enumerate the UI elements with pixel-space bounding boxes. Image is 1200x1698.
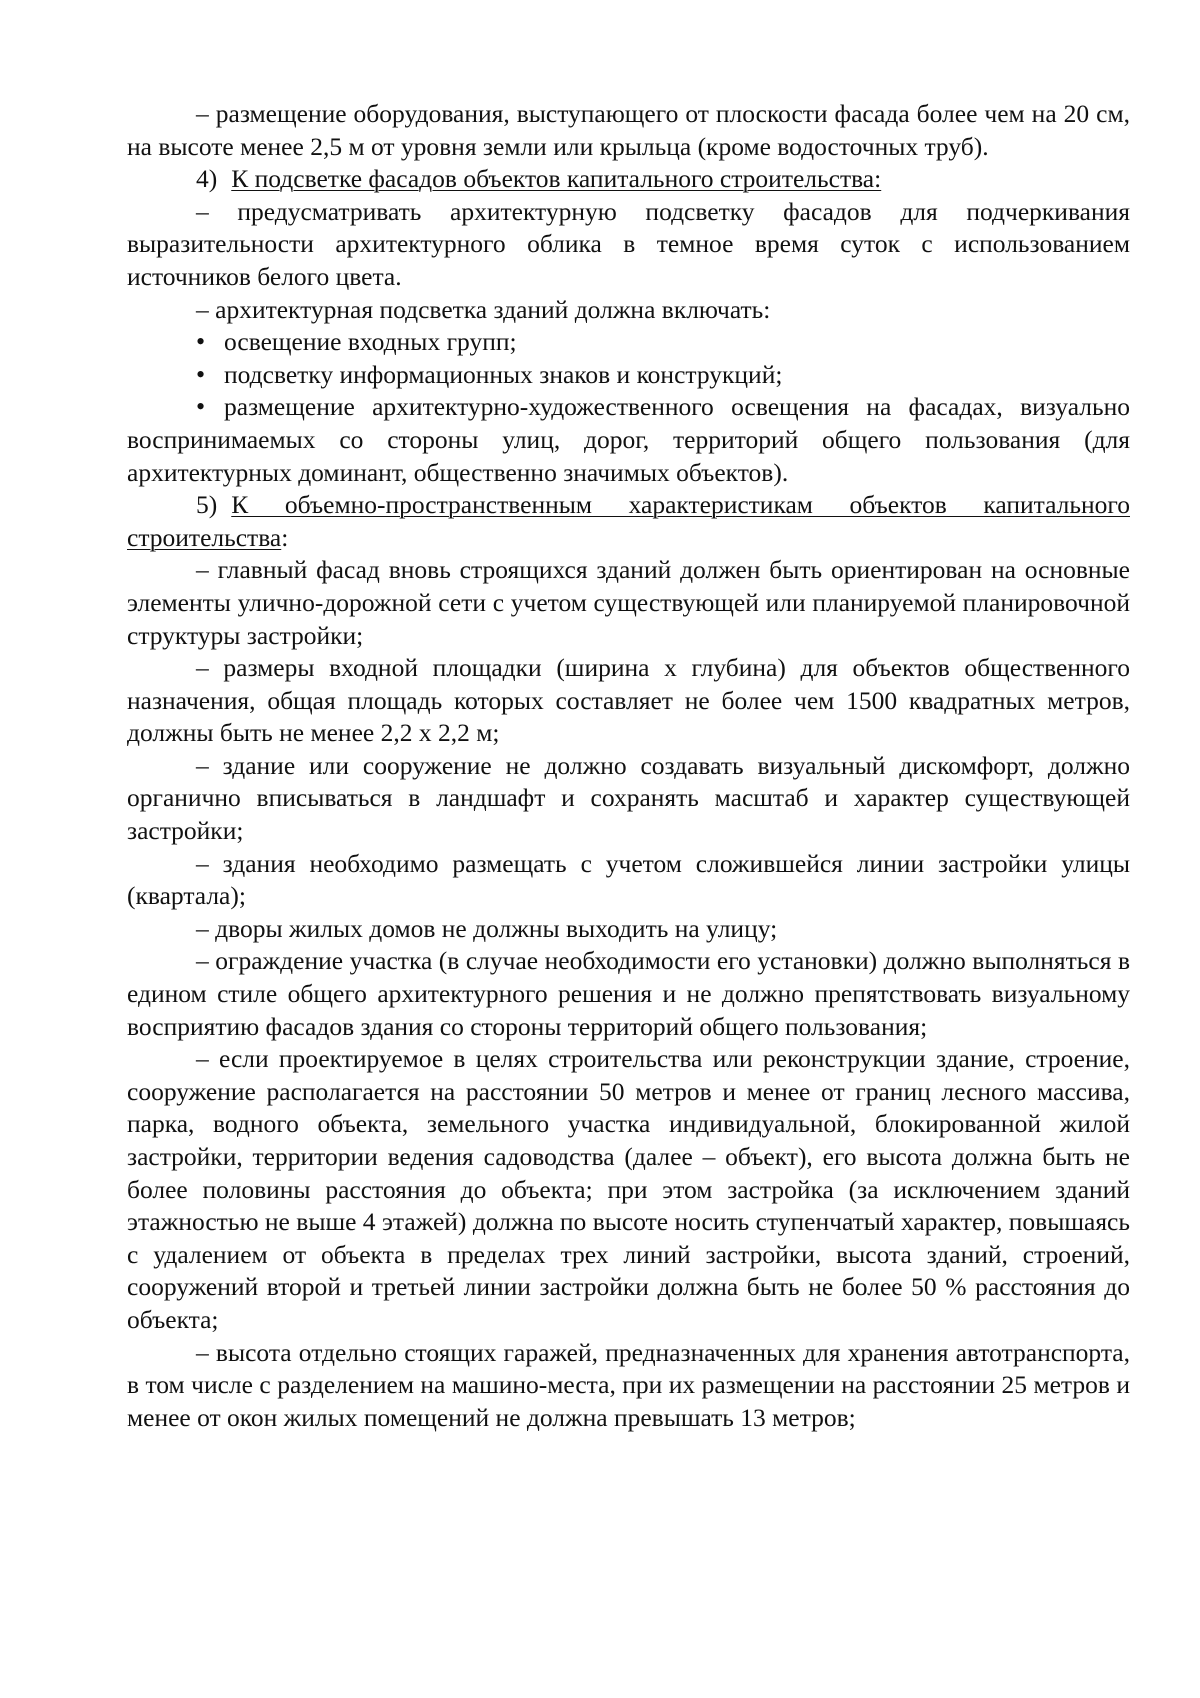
list-item [127, 359, 1130, 392]
paragraph-garages: – высота отдельно стоящих гаражей, предназначенных для хранения автотранспорта, в том числе с разделением на машино-места, при их размещении на расстоянии 25 метров и менее от окон жилых помещений не должна превышать 13 метров; [127, 1337, 1130, 1432]
paragraph-equipment-placement: – размещение оборудования, выступающего от плоскости фасада более чем на 20 см, на высоте менее 2,5 м от уровня земли или крыльца (кроме водосточных труб). [127, 99, 1130, 161]
paragraph-visual-discomfort: – здание или сооружение не должно создавать визуальный дискомфорт, должно органично вписываться в ландшафт и сохранять масштаб и характер существующей застройки; [127, 750, 1130, 846]
list-item [127, 326, 1130, 359]
paragraph-fencing: – ограждение участка (в случае необходимости его установки) должно выполняться в едином стиле общего архитектурного решения и не должно препятствовать визуальному восприятию фасадов здания со стороны территорий общего пользования; [127, 946, 1130, 1041]
paragraph-building-line: – здания необходимо размещать с учетом сложившейся линии застройки улицы (квартала); [127, 848, 1130, 911]
paragraph-courtyards: – дворы жилых домов не должны выходить на улицу; [196, 913, 778, 943]
paragraph-entrance-platform: – размеры входной площадки (ширина x глубина) для объектов общественного назначения, общая площадь которых составляет не более чем 1500 квадратных метров, должны быть не менее 2,2 x 2,2 м; [127, 653, 1130, 748]
list-item [127, 391, 1130, 489]
bullet-icon: • [196, 392, 206, 422]
bullet-text: подсветку информационных знаков и конструкций; [224, 359, 783, 389]
section-5-suffix: : [281, 522, 289, 552]
bullet-text: освещение входных групп; [224, 327, 517, 357]
paragraph-lighting-includes: – архитектурная подсветка зданий должна включать: [196, 294, 771, 324]
paragraph-main-facade: – главный фасад вновь строящихся зданий должен быть ориентирован на основные элементы улично-дорожной сети с учетом существующей или планируемой планировочной структуры застройки; [127, 555, 1130, 650]
document-page [127, 98, 1130, 1434]
section-4-title: К подсветке фасадов объектов капитального строительства: [231, 164, 882, 194]
section-5-number: 5) [196, 490, 218, 520]
section-4-heading [127, 163, 1130, 196]
section-5-title: К объемно-пространственным характеристикам объектов капитального строительства [127, 490, 1130, 552]
section-5-heading [127, 489, 1130, 554]
section-4-number: 4) [196, 164, 218, 194]
paragraph-height-limits: – если проектируемое в целях строительства или реконструкции здание, строение, сооружение располагается на расстоянии 50 метров и менее от границ лесного массива, парка, водного объекта, земельного участка индивидуальной, блокированной жилой застройки, территории ведения садоводства (далее – объект), его высота должна быть не более половины расстояния до объекта; при этом застройка (за исключением зданий этажностью не выше 4 этажей) должна по высоте носить ступенчатый характер, повышаясь с удалением от объекта в пределах трех линий застройки, высота зданий, строений, сооружений второй и третьей линии застройки должна быть не более 50 % расстояния до объекта; [127, 1044, 1130, 1334]
bullet-icon: • [196, 359, 206, 389]
bullet-icon: • [196, 327, 206, 357]
bullet-text: размещение архитектурно-художественного освещения на фасадах, визуально воспринимаемых со стороны улиц, дорог, территорий общего пользования (для архитектурных доминант, общественно значимых объектов). [127, 392, 1130, 487]
paragraph-architectural-lighting: – предусматривать архитектурную подсветку фасадов для подчеркивания выразительности архитектурного облика в темное время суток с использованием источников белого цвета. [127, 196, 1130, 291]
